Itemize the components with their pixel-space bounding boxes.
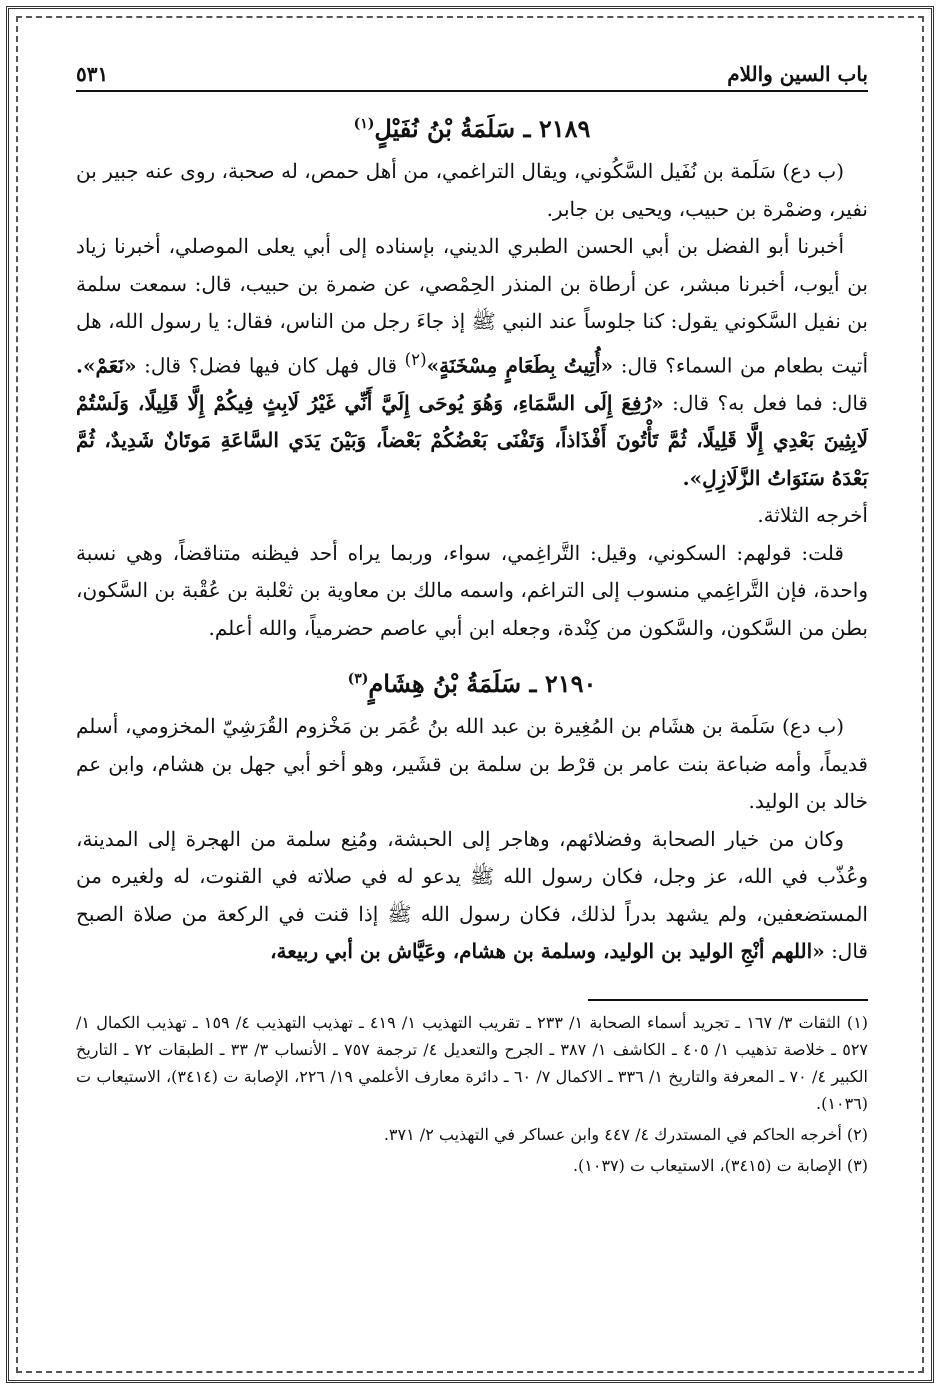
entry-title-text: ٢١٨٩ ـ سَلَمَةُ بْنُ نُفَيْلٍ [374,114,591,143]
footnote-ref: (٣) [347,671,369,688]
footnote: (٢) أخرجه الحاكم في المستدرك ٤/ ٤٤٧ وابن عساكر في التهذيب ٢/ ٣٧١. [383,1124,868,1144]
page-header [76,58,868,92]
entry-title-text: ٢١٩٠ ـ سَلَمَةُ بْنُ هِشَامٍ [368,669,597,699]
entry-text: وكان من خيار الصحابة وفضلائهم، وهاجر إلى الحبشة، ومُنِع سلمة من الهجرة إلى المدينة، وعُذّب في الله، عز وجل، فكان رسول الله ﷺ يدعو له في صلاته في القنوت، له ولغيره من المستضعفين، ولم يشهد بدراً لذلك، فكان رسول الله ﷺ إذا قنت في الركعة من صلاة الصبح قال: [76,826,868,964]
entry-paragraph-hadith [76,228,868,497]
hadith-quote: «أُتِيتُ بِطَعَامٍ مِسْخَنَةٍ» [426,353,614,378]
hadith-quote: «رُفِعَ إِلَى السَّمَاءِ، وَهُوَ يُوحَى إِلَيَّ أَنِّي غَيْرُ لَابِثٍ فِيكُمْ إِلَّا قَلِيلًا، وَلَسْتُمْ لَابِثِينَ بَعْدِي إِلَّا قَلِيلًا، ثُمَّ تَأْتُونَ أَفْذَاذاً، وَتَفْنَى بَعْضُكُمْ بَعْضاً، وَبَيْنَ يَدَي السَّاعَةِ مَوتَانٌ شَدِيدٌ، ثُمَّ بَعْدَهُ سَنَوَاتُ الزَّلَازِلِ». [76,390,868,490]
hadith-text: قال: فما فعل به؟ قال: [672,390,868,415]
entry-paragraph: (ب دع) سَلَمة بن نُفَيل السَّكُوني، ويقال التراغمي، من أهل حمص، له صحبة، روى عنه جبير بن نفير، وضمْرة بن حبيب، ويحيى بن جابر. [76,159,868,221]
page-number: ٥٣١ [76,62,109,86]
footnote-ref: (١) [353,116,375,132]
hadith-chain: أخبرنا أبو الفضل بن أبي الحسن الطبري الديني، بإسناده إلى أبي يعلى الموصلي، أخبرنا زياد بن أيوب، أخبرنا مبشر، عن أرطاة بن المنذر الحِمْصي، عن ضمرة بن حبيب، قال: سمعت سلمة بن نفيل السَّكوني يقول: كنا جلوساً عند النبي ﷺ إذ جاءَ رجل من الناس، فقال: يا رسول الله، هل أتيت بطعام من السماء؟ قال: [76,234,869,378]
entry-paragraph [76,821,868,971]
footnote: (١) الثقات ٣/ ١٦٧ ـ تجريد أسماء الصحابة ١/ ٢٣٣ ـ تقريب التهذيب ١/ ٤١٩ ـ تهذيب التهذيب ٤/ ١٥٩ ـ تهذيب الكمال ١/ ٥٢٧ ـ خلاصة تذهيب ١/ ٤٠٥ ـ الكاشف ١/ ٣٨٧ ـ الجرح والتعديل ٤/ ترجمة ٧٥٧ ـ الأنساب ٣/ ٣٣ ـ الطبقات ٧٢ ـ التاريخ الكبير ٤/ ٧٠ ـ المعرفة والتاريخ ١/ ٣٣٦ ـ الاكمال ٧/ ٦٠ ـ دائرة معارف الأعلمي ١٩/ ٢٢٦، الإصابة ت (٣٤١٤)، الاستيعاب ت (١٠٣٦). [76,1012,869,1113]
entry-paragraph: (ب دع) سَلَمة بن هشَام بن المُغِيرة بن عبد الله بنُ عُمَر بن مَخْزوم القُرَشِيّ المخزومي، أسلم قديماً، وأمه ضباعة بنت عامر بن قرْط بن سلمة بن قشَير، وهو أخو أبي جهل بن هشام، وابن عم خالد بن الوليد. [76,714,868,814]
entry-title-2189 [76,106,868,147]
footnote: (٣) الإصابة ت (٣٤١٥)، الاستيعاب ت (١٠٣٧). [572,1155,868,1175]
running-head: باب السين واللام [727,62,868,86]
footnote-separator [588,999,868,1001]
book-page [76,58,868,1338]
hadith-quote: «نَعَمْ». [76,353,137,378]
entry-paragraph: قلت: قولهم: السكوني، وقيل: التَّراغِمي، سواء، وربما يراه أحد فيظنه متناقضاً، وهي نسبة واحدة، فإن التَّراغِمي منسوب إلى التراغم، واسمه مالك بن معاوية بن ثعْلبة بن عُقْبة بن السَّكون، بطن من السَّكون، والسَّكون من كِنْدة، وجعله ابن أبي عاصم حضرمياً، والله أعلم. [76,540,868,640]
footnotes [76,1009,868,1179]
entry-paragraph: أخرجه الثلاثة. [757,503,868,528]
hadith-text: قال فهل كان فيها فضل؟ قال: [144,353,398,378]
hadith-quote: «اللهم أنْجِ الوليد بن الوليد، وسلمة بن هشام، وعَيَّاش بن أبي ربيعة، [270,939,825,964]
entry-title-2190 [76,661,868,702]
footnote-ref: (٢) [404,349,427,369]
